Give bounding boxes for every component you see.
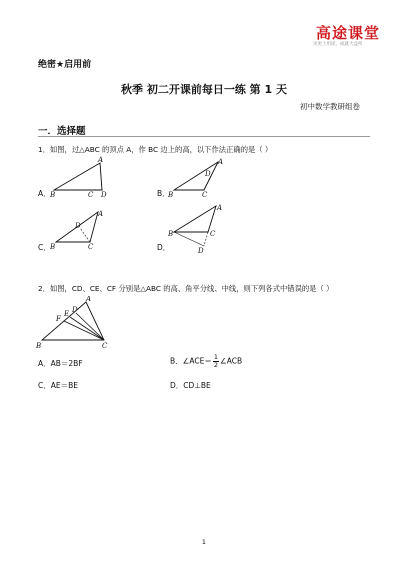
q1-option-d-letter: D． (157, 243, 171, 252)
q1c-label-c: C (88, 243, 94, 251)
q1d-label-c: C (210, 230, 216, 238)
q1-option-d-figure (168, 200, 232, 258)
logo-text: 高途课堂 (316, 24, 381, 42)
page-title: 秋季 初二开课前每日一练 第 1 天 (121, 83, 287, 96)
q1-option-b-letter: B． (157, 189, 170, 198)
logo-subtitle: 见更上用途，成就大益所 (313, 42, 363, 47)
q1a-label-c: C (88, 191, 94, 199)
q1-option-a-letter: A． (38, 189, 51, 198)
q2-option-a: A．AB＝2BF (38, 359, 83, 368)
page-number: 1 (201, 538, 207, 546)
q2-option-d: D．CD⊥BE (170, 381, 211, 390)
fraction-numerator: 1 (213, 353, 218, 361)
q2-label-e: E (64, 310, 70, 318)
q2-label-f: F (56, 315, 61, 323)
q1b-label-c: C (202, 191, 208, 199)
q2-option-b-fraction (213, 354, 219, 369)
q2-option-c: C．AE＝BE (38, 381, 78, 390)
q1b-label-b: B (168, 191, 174, 199)
author-group: 初中数学教研组卷 (300, 102, 360, 111)
q1c-label-b: B (50, 243, 56, 251)
q2-figure (36, 296, 116, 352)
q1c-label-a: A (98, 210, 104, 218)
q2-option-b (170, 354, 242, 369)
q2-label-a: A (86, 296, 92, 303)
q1-option-c-figure (50, 208, 114, 252)
q2-option-b-prefix: B．∠ACE＝ (170, 356, 212, 366)
q1d-label-b: B (168, 230, 174, 238)
q1-option-a-figure (50, 156, 114, 200)
q1-option-b-figure (168, 156, 232, 200)
question-1-text: 1．如图，过△ABC 的顶点 A，作 BC 边上的高，以下作法正确的是（ ） (38, 145, 273, 154)
q1a-label-d: D (101, 191, 107, 199)
q1a-label-a: A (98, 156, 104, 164)
q1a-label-b: B (50, 191, 56, 199)
secret-label: 绝密★启用前 (38, 60, 92, 70)
fraction-denominator: 2 (213, 361, 218, 369)
question-2-text: 2．如图，CD、CE、CF 分别是△ABC 的高、角平分线、中线，则下列各式中错误的是（ ） (38, 284, 334, 293)
q1d-label-d: D (198, 247, 204, 255)
q2-label-b: B (36, 342, 42, 350)
q1d-label-a: A (217, 204, 223, 212)
section-heading: 一．选择题 (38, 126, 86, 137)
q2-label-d: D (72, 306, 78, 314)
q1-option-c-letter: C． (38, 243, 51, 252)
q1b-label-a: A (218, 158, 224, 166)
q2-label-c: C (102, 342, 108, 350)
q1b-label-d: D (205, 170, 211, 178)
section-divider (38, 136, 370, 137)
q2-option-b-suffix: ∠ACB (219, 356, 243, 366)
q1c-label-d: D (75, 222, 81, 230)
